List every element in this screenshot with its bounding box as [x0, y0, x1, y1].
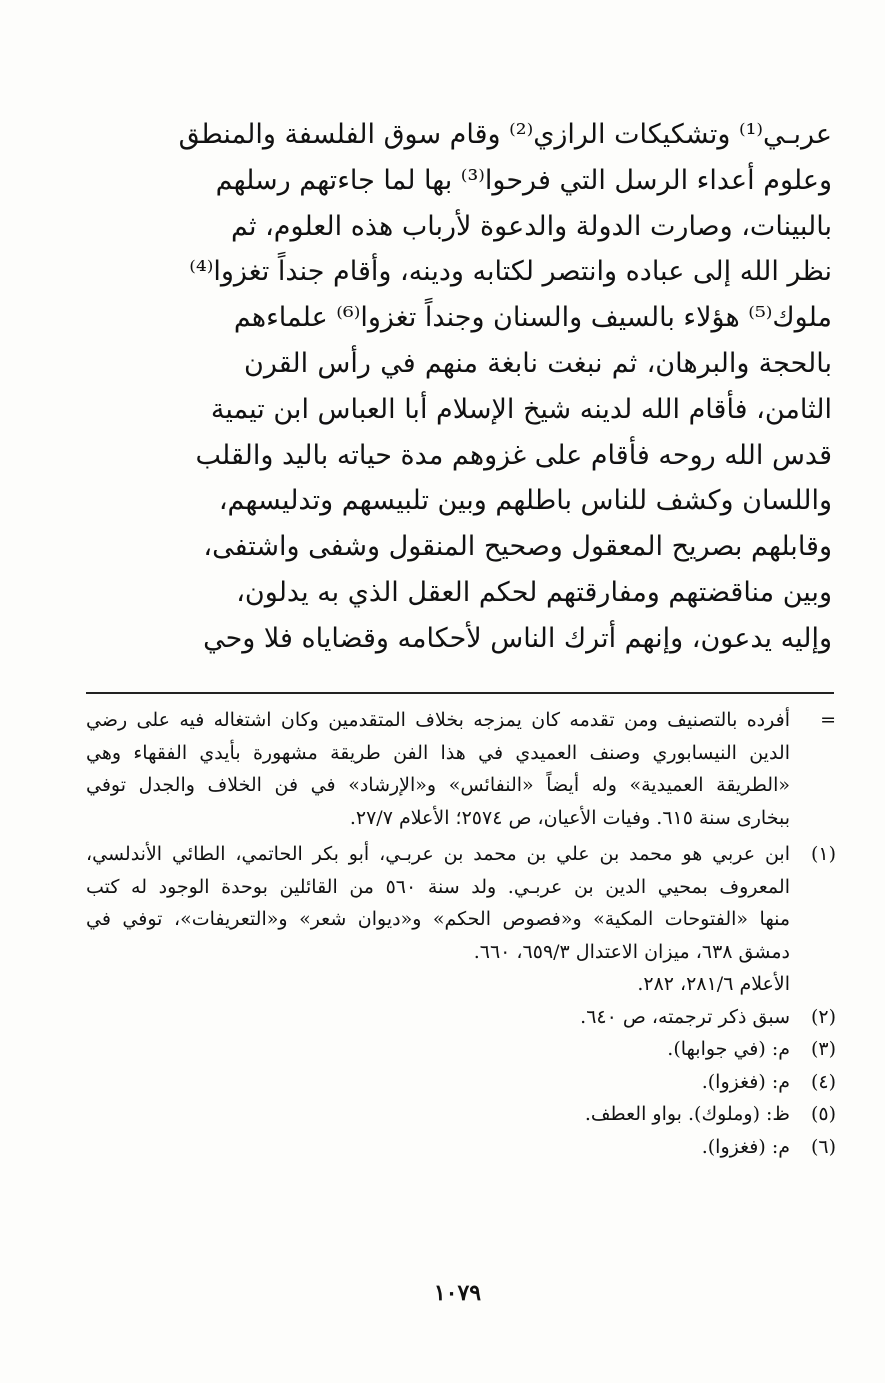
footnote-line: «الطريقة العميدية» وله أيضاً «النفائس» و«الإرشاد» في فن الخلاف والجدل توفي	[86, 774, 790, 796]
main-text-line: عربـي⁽¹⁾ وتشكيكات الرازي⁽²⁾ وقام سوق الفلسفة والمنطق	[178, 119, 832, 150]
main-text-line: نظر الله إلى عباده وانتصر لكتابه ودينه، وأقام جنداً تغزوا⁽⁴⁾	[189, 256, 832, 288]
footnote-marker: (٦)	[810, 1135, 836, 1158]
footnote-line: ببخارى سنة ٦١٥. وفيات الأعيان، ص ٢٥٧٤؛ الأعلام ٢٧/٧.	[349, 806, 790, 829]
footnote-3	[86, 1033, 836, 1066]
main-text-line: وعلوم أعداء الرسل التي فرحوا⁽³⁾ بها لما جاءتهم رسلهم	[215, 164, 832, 196]
footnote-line: دمشق ٦٣٨، ميزان الاعتدال ٦٥٩/٣، ٦٦٠.	[473, 940, 790, 963]
main-text-line: الثامن، فأقام الله لدينه شيخ الإسلام أبا العباس ابن تيمية	[210, 393, 832, 425]
main-text-line: بالبينات، وصارت الدولة والدعوة لأرباب هذه العلوم، ثم	[231, 210, 832, 242]
main-text-line: ملوك⁽⁵⁾ هؤلاء بالسيف والسنان وجنداً تغزوا⁽⁶⁾ علماءهم	[233, 302, 832, 334]
footnote-line: الأعلام ٢٨١/٦، ٢٨٢.	[637, 973, 790, 995]
page-number: ١٠٧٩	[433, 1280, 482, 1306]
footnote-marker: (٥)	[810, 1103, 836, 1125]
footnote-2	[86, 1001, 836, 1034]
footnote-line: ابن عربي هو محمد بن علي بن محمد بن عربـي، أبو بكر الحاتمي، الطائي الأندلسي،	[86, 843, 790, 865]
footnote-marker: (٤)	[810, 1070, 836, 1093]
footnote-line: منها «الفتوحات المكية» و«فصوص الحكم» و«ديوان شعر» و«التعريفات»، توفي في	[86, 908, 790, 930]
footnote-6	[86, 1131, 836, 1164]
footnote-separator	[86, 692, 834, 694]
footnote-marker: =	[820, 709, 836, 731]
main-text-line: بالحجة والبرهان، ثم نبغت نابغة منهم في رأس القرن	[244, 347, 832, 379]
footnote-line: أفرده بالتصنيف ومن تقدمه كان يمزجه بخلاف المتقدمين وكان اشتغاله فيه على رضي	[86, 709, 790, 731]
footnote-line: م: (في جوابها).	[667, 1038, 790, 1060]
main-text-line: وبين مناقضتهم ومفارقتهم لحكم العقل الذي به يدلون،	[236, 576, 832, 608]
footnote-line: ظ: (وملوك). بواو العطف.	[584, 1103, 790, 1125]
main-text-line: قدس الله روحه فأقام على غزوهم مدة حياته باليد والقلب	[195, 439, 832, 471]
footnote-continuation	[86, 704, 836, 834]
main-text-line: واللسان وكشف للناس باطلهم وبين تلبيسهم وتدليسهم،	[218, 485, 832, 517]
main-text-line: وقابلهم بصريح المعقول وصحيح المنقول وشفى واشتفى،	[203, 531, 832, 563]
footnotes	[86, 704, 836, 1163]
footnote-line: م: (فغزوا).	[701, 1070, 790, 1093]
footnote-marker: (١)	[810, 843, 836, 865]
footnote-4	[86, 1066, 836, 1099]
footnote-line: الدين النيسابوري وصنف العميدي في هذا الفن طريقة مشهورة بأيدي الفقهاء وهي	[86, 741, 790, 764]
footnote-5	[86, 1098, 836, 1131]
footnote-1	[86, 838, 836, 1001]
footnote-marker: (٢)	[810, 1005, 836, 1028]
footnote-line: م: (فغزوا).	[701, 1135, 790, 1158]
main-text-block	[178, 112, 832, 662]
main-text-line: وإليه يدعون، وإنهم أترك الناس لأحكامه وقضاياه فلا وحي	[203, 622, 832, 654]
footnote-line: سبق ذكر ترجمته، ص ٦٤٠.	[580, 1005, 790, 1028]
footnote-marker: (٣)	[810, 1038, 836, 1060]
footnote-line: المعروف بمحيي الدين بن عربـي. ولد سنة ٥٦٠ من القائلين بوحدة الوجود له كتب	[86, 875, 790, 898]
